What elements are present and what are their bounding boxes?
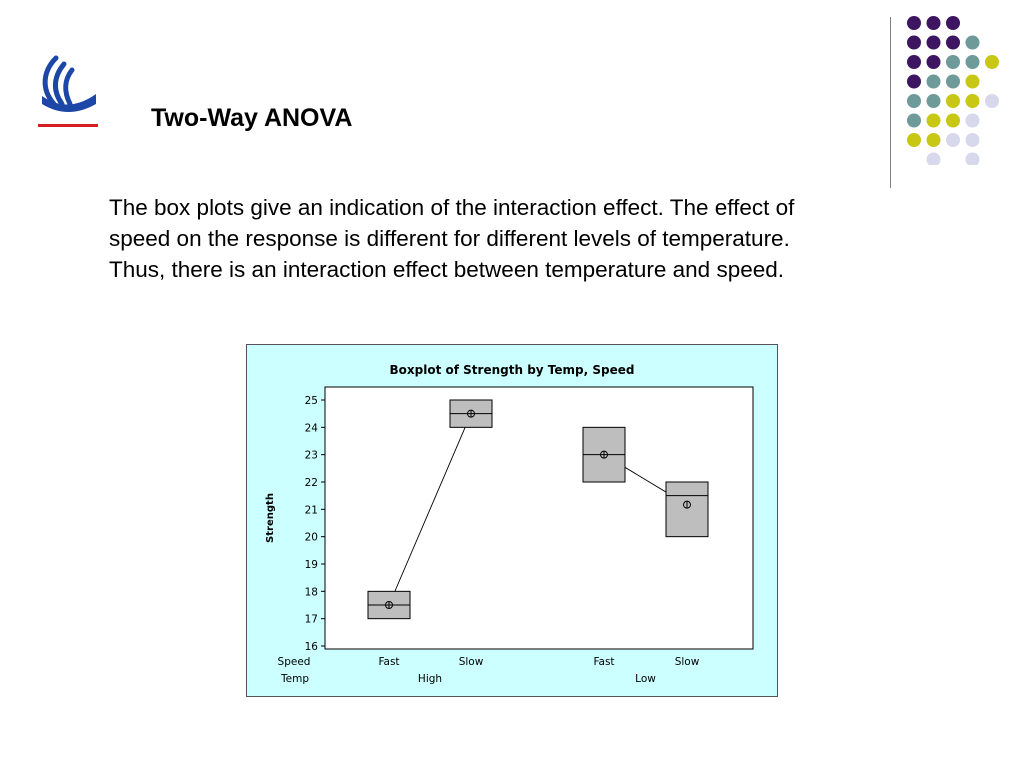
decorative-dot — [907, 36, 921, 50]
decorative-dot — [966, 36, 980, 50]
speed-label: Fast — [378, 656, 400, 668]
y-tick-label: 21 — [304, 504, 318, 517]
decorative-dot — [907, 114, 921, 128]
decorative-dot — [927, 153, 941, 166]
decorative-dot — [927, 133, 941, 147]
flame-logo-icon — [36, 54, 100, 132]
y-tick-label: 20 — [304, 531, 318, 544]
box-low-slow — [666, 482, 708, 537]
slide-title: Two-Way ANOVA — [151, 104, 353, 132]
decorative-dot — [946, 75, 960, 89]
boxplot-chart — [247, 345, 777, 696]
y-axis-ticks — [305, 395, 325, 653]
y-tick-label: 25 — [304, 395, 318, 407]
speed-label: Slow — [458, 656, 484, 668]
decorative-dot — [966, 75, 980, 89]
decorative-dot — [966, 114, 980, 128]
decorative-dot — [927, 55, 941, 69]
y-tick-label: 18 — [304, 586, 318, 599]
decorative-dot — [966, 153, 980, 166]
decorative-dot — [946, 94, 960, 108]
decorative-dot — [927, 114, 941, 128]
temp-label: Low — [635, 673, 656, 685]
speed-row-label: Speed — [277, 656, 311, 668]
speed-label: Fast — [593, 656, 615, 668]
body-paragraph: The box plots give an indication of the interaction effect. The effect of speed on the response is different for different levels of temperature. Thus, there is an interaction effect between temperature and speed. — [109, 195, 795, 282]
divider-line — [890, 17, 891, 188]
logo-underline — [38, 124, 98, 127]
decorative-dot — [946, 133, 960, 147]
y-tick-label: 19 — [304, 559, 318, 571]
decorative-dot — [985, 94, 999, 108]
decorative-dot — [966, 133, 980, 147]
decorative-dot — [927, 75, 941, 89]
decorative-dot — [907, 94, 921, 108]
decorative-dot-grid — [905, 10, 1005, 165]
flame-stroke-3 — [66, 70, 72, 104]
speed-label: Slow — [674, 656, 700, 668]
decorative-dot — [946, 55, 960, 69]
y-tick-label: 24 — [304, 422, 318, 435]
decorative-dot — [927, 36, 941, 50]
temp-row-label: Temp — [281, 673, 309, 685]
flame-stroke-2 — [55, 64, 64, 104]
chart-title: Boxplot of Strength by Temp, Speed — [389, 363, 635, 377]
decorative-dot — [907, 55, 921, 69]
y-tick-label: 17 — [304, 613, 318, 626]
x-axis-labels — [278, 656, 700, 685]
chart-frame — [246, 344, 778, 697]
decorative-dot — [946, 16, 960, 30]
decorative-dot — [927, 94, 941, 108]
decorative-dot — [946, 114, 960, 128]
y-axis-label: Strength — [265, 493, 276, 543]
decorative-dot — [907, 16, 921, 30]
decorative-dot — [966, 94, 980, 108]
y-tick-label: 23 — [304, 449, 318, 462]
temp-label: High — [417, 673, 443, 685]
decorative-dot — [907, 133, 921, 147]
y-tick-label: 16 — [304, 641, 318, 653]
decorative-dot — [927, 16, 941, 30]
decorative-dot — [966, 55, 980, 69]
decorative-dot — [946, 36, 960, 50]
y-tick-label: 22 — [304, 477, 318, 489]
decorative-dot — [985, 55, 999, 69]
decorative-dot — [907, 75, 921, 89]
